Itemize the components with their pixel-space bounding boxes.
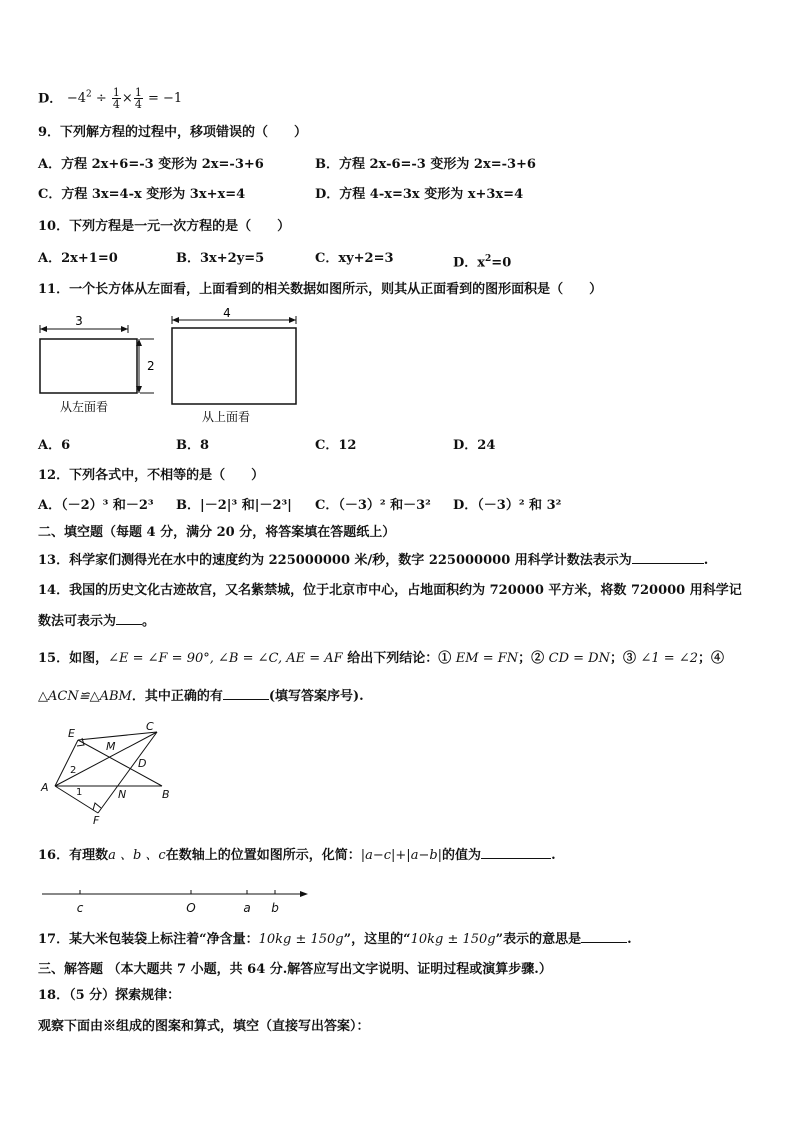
q11-option-d: D．24 xyxy=(453,438,496,453)
q8d-frac1 xyxy=(112,87,121,110)
q10-option-c: C．xy+2=3 xyxy=(315,251,394,266)
q13-end: . xyxy=(703,553,709,568)
q15-conclusion-1: EM = FN xyxy=(455,651,519,666)
q15-answer-blank[interactable] xyxy=(223,687,269,700)
label-d: D xyxy=(138,757,147,770)
q11-stem: 11．一个长方体从左面看，上面看到的相关数据如图所示，则其从正面看到的图形面积是（ ） xyxy=(38,282,603,297)
q10-stem: 10．下列方程是一元一次方程的是（ ） xyxy=(38,219,291,234)
q12-option-c: C．（－3）² 和－3² xyxy=(315,498,431,513)
number-line-label-b: b xyxy=(271,901,279,915)
q8d-frac2 xyxy=(134,87,143,110)
q12-option-b: B．|－2|³ 和|－2³| xyxy=(176,498,292,513)
q14-line2 xyxy=(38,612,155,631)
q10-option-d xyxy=(453,250,511,272)
q9-stem: 9．下列解方程的过程中，移项错误的（ ） xyxy=(38,125,308,140)
q15-text: ．其中正确的有 xyxy=(131,689,223,704)
q14-end: 。 xyxy=(142,614,156,629)
q15-prefix: 15．如图， xyxy=(38,651,109,666)
top-view-width-label: 4 xyxy=(223,306,231,320)
q15-conclusion-2: CD = DN xyxy=(548,651,610,666)
q16-variables: a 、b 、c xyxy=(108,848,166,863)
q14-answer-blank[interactable] xyxy=(116,612,142,625)
q8d-times: × xyxy=(121,91,133,107)
q17-expression-repeat: 10kg ± 150g xyxy=(410,932,496,947)
q9-option-a: A．方程 2x+6=-3 变形为 2x=-3+6 xyxy=(38,157,264,172)
arrow-right-icon xyxy=(289,317,296,323)
q11-figure xyxy=(30,305,320,435)
q10d-base: D．x xyxy=(453,255,486,271)
q15-conclusion-4: △ACN≌△ABM xyxy=(38,689,132,704)
q10d-exponent: 2 xyxy=(485,254,492,264)
q12-option-d: D．（－3）² 和 3² xyxy=(453,498,562,513)
left-view-width-label: 3 xyxy=(75,314,83,328)
section-2-heading: 二、填空题（每题 4 分，满分 20 分，将答案填在答题纸上） xyxy=(38,525,396,540)
q11-option-a: A．6 xyxy=(38,438,71,453)
q17-answer-blank[interactable] xyxy=(581,930,627,943)
q12-stem: 12．下列各式中，不相等的是（ ） xyxy=(38,468,265,483)
option-label: D． xyxy=(38,91,63,107)
q13-answer-blank[interactable] xyxy=(632,551,704,564)
label-n: N xyxy=(118,788,127,801)
top-view-caption: 从上面看 xyxy=(202,410,251,424)
q8d-rhs: = −1 xyxy=(147,91,183,107)
left-view-diagram xyxy=(40,314,155,414)
label-c: C xyxy=(146,720,154,733)
q10d-rest: =0 xyxy=(491,255,512,271)
top-view-rect xyxy=(172,328,296,404)
q15-line2 xyxy=(38,687,364,706)
frac-num: 1 xyxy=(112,86,120,100)
q15-sep2: ；③ xyxy=(609,651,641,666)
number-line-label-a: a xyxy=(243,901,251,915)
q16-mid: 在数轴上的位置如图所示，化简： xyxy=(165,848,361,863)
q8d-exponent: 2 xyxy=(85,90,92,100)
segment-ae xyxy=(55,740,78,786)
q15-end2: (填写答案序号). xyxy=(268,689,364,704)
label-b: B xyxy=(162,788,170,801)
label-e: E xyxy=(68,727,75,740)
q14-line1: 14．我国的历史文化古迹故宫，又名紫禁城，位于北京市中心，占地面积约为 720000 平方米，将数 720000 用科学记 xyxy=(38,583,742,598)
q17-mid: ”，这里的“ xyxy=(343,932,411,947)
q15-geometry-figure xyxy=(38,716,183,828)
q8d-base: −4 xyxy=(66,91,86,107)
arrow-right-icon xyxy=(300,891,308,897)
q15-mid: 给出下列结论：① xyxy=(342,651,456,666)
q16-prefix: 16．有理数 xyxy=(38,848,109,863)
number-line-label-c: c xyxy=(76,901,84,915)
arrow-right-icon xyxy=(121,326,128,332)
q17-text xyxy=(38,930,632,949)
q12-option-a: A．（－2）³ 和－2³ xyxy=(38,498,154,513)
q16-period: . xyxy=(551,848,556,863)
number-line-label-o: O xyxy=(186,901,196,915)
angle-2-label: 2 xyxy=(70,765,77,776)
q16-answer-blank[interactable] xyxy=(481,846,551,859)
q9-option-d: D．方程 4-x=3x 变形为 x+3x=4 xyxy=(315,187,524,202)
label-a: A xyxy=(41,781,49,794)
arrow-left-icon xyxy=(40,326,47,332)
q17-prefix: 17．某大米包装袋上标注着“净含量： xyxy=(38,932,259,947)
q16-end: 的值为 xyxy=(442,848,482,863)
label-f: F xyxy=(93,814,100,827)
right-angle-f-icon xyxy=(93,803,101,810)
q10-option-b: B．3x+2y=5 xyxy=(176,251,265,266)
q18-heading: 18．（5 分）探索规律： xyxy=(38,988,181,1003)
q10-option-a: A．2x+1=0 xyxy=(38,251,118,266)
label-m: M xyxy=(106,740,116,753)
q8d-div: ÷ xyxy=(95,91,107,107)
q9-option-b: B．方程 2x-6=-3 变形为 2x=-3+6 xyxy=(315,157,536,172)
q17-mid2: ”表示的意思是 xyxy=(495,932,582,947)
left-view-rect xyxy=(40,339,137,393)
q13-text xyxy=(38,551,708,570)
q15-given-conditions: ∠E = ∠F = 90°, ∠B = ∠C, AE = AF xyxy=(108,651,343,666)
q14-body: 数法可表示为 xyxy=(38,614,117,629)
q16-expression: |a−c|+|a−b| xyxy=(360,848,443,863)
q11-option-c: C．12 xyxy=(315,438,357,453)
q17-period: . xyxy=(627,932,632,947)
q15-conclusion-3: ∠1 = ∠2 xyxy=(640,651,698,666)
q15-line1 xyxy=(38,650,724,668)
q16-number-line xyxy=(38,884,318,918)
q8d-expr xyxy=(66,86,183,112)
q9-option-c: C．方程 3x=4-x 变形为 3x+x=4 xyxy=(38,187,246,202)
top-view-diagram xyxy=(172,306,296,424)
q13-body: 13．科学家们测得光在水中的速度约为 225000000 米/秒，数字 225000000 用科学计数法表示为 xyxy=(38,553,632,568)
q8-option-d xyxy=(38,86,182,110)
frac-num: 1 xyxy=(134,86,142,100)
q17-expression: 10kg ± 150g xyxy=(258,932,344,947)
q11-option-b: B．8 xyxy=(176,438,210,453)
left-view-caption: 从左面看 xyxy=(60,400,109,414)
q15-sep1: ；② xyxy=(518,651,549,666)
segment-eb xyxy=(78,740,162,786)
arrow-left-icon xyxy=(172,317,179,323)
frac-den: 4 xyxy=(134,98,142,112)
left-view-height-label: 2 xyxy=(147,359,155,373)
angle-1-label: 1 xyxy=(76,787,83,798)
q15-end1: ；④ xyxy=(698,651,725,666)
section-3-heading: 三、解答题 （本大题共 7 小题，共 64 分.解答应写出文字说明、证明过程或演算步骤.） xyxy=(38,962,552,977)
q16-text xyxy=(38,846,556,865)
frac-den: 4 xyxy=(112,98,120,112)
q18-instruction: 观察下面由※组成的图案和算式，填空（直接写出答案）： xyxy=(38,1019,370,1034)
